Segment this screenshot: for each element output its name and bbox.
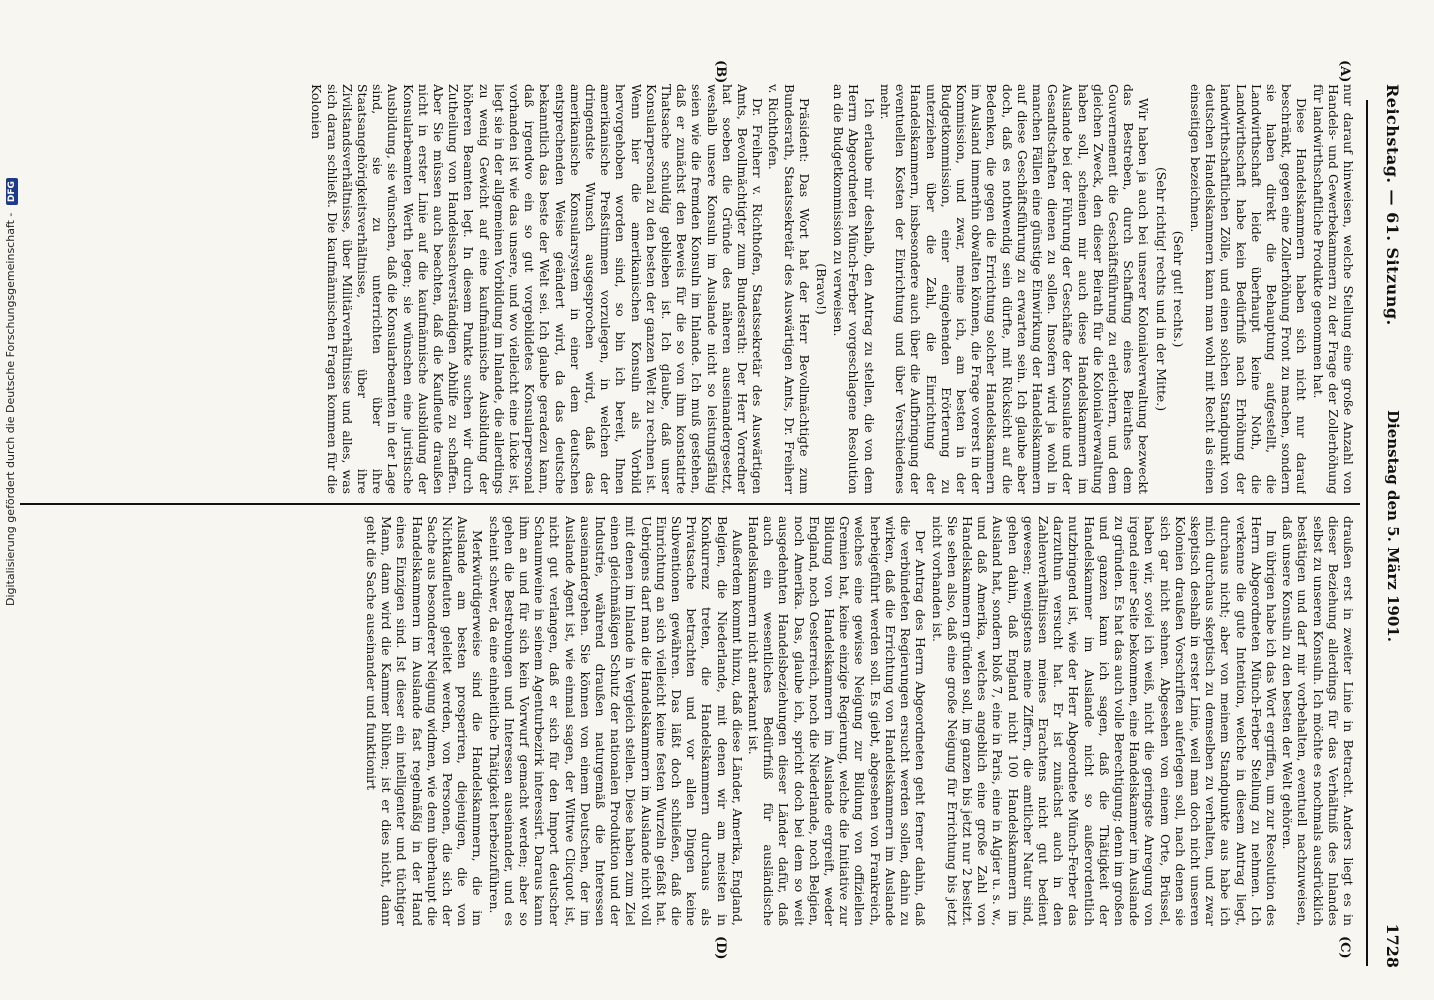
header-date: Dienstag den 5. März 1901. [1384,410,1402,642]
paragraph: nur darauf hinweisen, welche Stellung eine große Anzahl von Handels- und Gewerbekammern zu der Frage der Zollerhöhung für landwirthschaftliche Produkte genommen hat. [1310,84,1356,494]
page-number: 1728 [1383,923,1402,968]
interjection: (Sehr richtig! rechts und in der Mitte.) [1153,166,1169,412]
interjection: (Bravo!) [814,263,830,315]
right-column [26,516,1356,926]
speaker-paragraph: Dr. Freiherr v. Richthofen, Staatssekretär des Auswärtigen Amts, Bevollmächtigter zum Bundesrath: Der Herr Vorredner hat soeben die Gründe des näheren auseinandergesetzt, weshalb unsere Konsuln im Auslande nicht so leistungsfähig seien wie die fremden Konsuln im Inlande. Ich muß gestehen, daß er zunächst den Beweis für die so von ihm konstatirte Thatsache schuldig geblieben ist. Ich glaube, daß unser Konsularpersonal zu den besten der ganzen Welt zu rechnen ist. Wenn hier die amerikanischen Konsuln als Vorbild hervorgehoben worden sind, so bin ich bereit, Ihnen amerikanische Preßstimmen vorzulegen, in welchen der dringendste Wunsch ausgesprochen wird, daß das amerikanische Konsularsystem in einer dem deutschen entsprechenden Weise geändert wird, da das deutsche bekanntlich das beste der Welt sei. Ich glaube geradezu kann, daß irgendwo ein so gut vorgebildetes Konsularpersonal vorhanden ist wie das unsere, und wo vielleicht eine Lücke ist, liegt sie in der allgemeinen Vorbildung im Inlande, die allerdings zu wenig Gewicht auf eine kaufmännische Ausbildung der höheren Beamten legt. In diesem Punkte suchen wir durch Zutheilung von Handelssachverständigen Abhilfe zu schaffen. Aber Sie müssen auch beachten, daß die Kaufleute draußen nicht in erster Linie auf die kaufmännische Ausbildung der Konsularbeamten Werth legen; sie wünschen eine juristische Ausbildung, sie wünschen, daß die Konsularbeamten in der Lage sind, sie zu unterrichten über ihre Staatsangehörigkeitsverhältnisse, über ihre Zivilstandsverhältnisse, über Militärverhältnisse und alles, was sich daran schließt. Die kaufmännischen Fragen kommen für die Kolonien [309,84,766,494]
margin-mark-b: (B) [713,60,728,84]
paragraph: Wir haben ja auch bei unserer Kolonialverwaltung bezweckt das Bestreben, durch Schaffung eines Beirathes dem Gouvernement die Geschäftsführung zu erleichtern, und dem gleichen Zweck, den dieser Beirath für die Kolonialverwaltung haben soll, scheinen mir auch diese Handelskammern im Auslande bei der Führung der Geschäfte der Konsulate und der Gesandtschaften dienen zu sollen. Insofern wird ja wohl in manchen Fällen eine günstige Einwirkung der Handelskammern auf diese Geschäftsführung zu erwarten sein. Ich glaube aber doch, daß es nothwendig sein dürfte, mit Rücksicht auf die Bedenken, die gegen die Errichtung solcher Handelskammern im Ausland immerhin obwalten können, die Frage vorerst in der Kommission, und zwar, meine ich, am besten in der Budgetkommission, einer eingehenden Erörterung zu unterziehen über die Zahl, die Einrichtung der Handelskammern, insbesondere auch über die Aufbringung der eventuellen Kosten der Einrichtung und über Verschiedenes mehr. [877,84,1152,494]
header-publication: Reichstag. — 61. Sitzung. [1383,84,1402,326]
page-header [1374,84,1408,968]
paragraph: Ich erlaube mir deshalb, den Antrag zu stellen, die von dem Herrn Abgeordneten Münch-Ferber vorgeschlagene Resolution an die Budgetkommission zu verweisen. [831,84,877,494]
paragraph: Außerdem kommt hinzu, daß diese Länder, Amerika, England, Belgien, die Niederlande, mit denen wir am meisten in Konkurrenz treten, die Handelskammern durchaus als Privatsache betrachten und vor allen Dingen keine Subventionen gewähren. Das läßt doch schließen, daß die Einrichtung an sich vielleicht keine festen Wurzeln gefaßt hat. Uebrigens darf man die Handelskammern im Auslande nicht voll mit denen im Inlande in Vergleich stellen. Diese haben zum Ziel einen gleichmäßigen Schutz der nationalen Produktion und der Industrie, während draußen naturgemäß die Interessen auseinandergehen. Sie können von einem Deutschen, der im Auslande Agent ist, wie einmal sagen, der Wittwe Clicquot ist, nicht gut verlangen, daß er sich für den Import deutscher Schaumweine in seinem Agenturbezirk interessirt. Daraus kann ihm an und für sich kein Vorwurf gemacht werden; aber so gehen die Bestrebungen und Interessen auseinander, und es scheint schwer, da eine einheitliche Thätigkeit herbeizuführen. [486,516,745,926]
paragraph: draußen erst in zweiter Linie in Betracht. Anders liegt es in dieser Beziehung allerdings für das Verhältniß des Inlandes selbst zu unseren Konsuln. Ich möchte es nochmals ausdrücklich bestätigen und darf mir vorbehalten, eventuell nachzuweisen, daß unsere Konsuln zu den besten der Welt gehören. [1280,516,1356,926]
digitization-credit [4,178,18,606]
column-divider [20,503,1360,505]
paragraph: Der Antrag des Herrn Abgeordneten geht ferner dahin, daß die verbündeten Regierungen ersucht werden sollen, dahin zu wirken, daß die Errichtung von Handelskammern im Auslande herbeigeführt werden soll. Es giebt, abgesehen von Frankreich, welches eine gewisse Neigung zur Bildung von offiziellen Gremien hat, keine einzige Regierung, welche die Initiative zur Bildung von Handelskammern im Auslande ergreift, weder England, noch Oesterreich, noch die Niederlande, noch Belgien, noch Amerika. Das, glaube ich, spricht doch bei dem so weit ausgedehnten Handelsbeziehungen dieser Länder dafür, daß auch ein wesentliches Bedürfniß für ausländische Handelskammern nicht anerkannt ist. [746,516,929,926]
speaker-paragraph: Präsident: Das Wort hat der Herr Bevollmächtigte zum Bundesrath, Staatssekretär des Auswärtigen Amts, Dr. Freiherr v. Richthofen. [766,84,812,494]
margin-mark-a: (A) [1337,60,1352,83]
credit-text: Digitalisierung gefördert durch die Deutsche Forschungsgemeinschaft - [4,212,17,606]
margin-mark-c: (C) [1337,936,1352,959]
paragraph: Im übrigen habe ich das Wort ergriffen, um zur Resolution des Herrn Abgeordneten Münch-Ferber Stellung zu nehmen. Ich verkenne die gute Intention, welche in diesem Antrag liegt, durchaus nicht; aber von meinem Standpunkte aus habe ich mich durchaus skeptisch zu demselben zu verhalten, und zwar skeptisch deshalb in erster Linie, weil man doch nicht unseren Kolonien draußen Vorschriften auferlegen soll, nach denen sie sich gar nicht sehnen. Abgesehen von einem Orte, Brüssel, haben wir, soviel ich weiß, nicht die geringste Anregung von irgend einer Seite bekommen, eine Handelskammer im Auslande zu gründen. Es hat das auch volle Berechtigung; denn im großen und ganzen kann ich sagen, daß die Thätigkeit der Handelskammer im Auslande nicht so außerordentlich nutzbringend ist, wie der Herr Abgeordnete Münch-Ferber das darzuthun versucht hat. Er ist zunächst auch in den Zahlenverhältnissen meines Erachtens nicht gut bedient gewesen; wenigstens meine Ziffern, die amtlicher Natur sind, gehen dahin, daß England nicht 100 Handelskammern im Ausland hat, sondern bloß 7, eine in Paris, eine in Algier u. s. w., und daß Amerika, welches angeblich eine große Zahl von Handelskammern gründen soll, im ganzen bis jetzt nur 2 besitzt. Sie sehen also, daß eine große Neigung für Errichtung bis jetzt nicht vorhanden ist. [929,516,1279,926]
dfg-logo-icon: DFG [6,178,18,205]
header-rule [1366,100,1368,966]
paragraph: Diese Handelskammern haben sich nicht nur darauf beschränkt, gegen eine Zollerhöhung Front zu machen, sondern sie haben direkt die Behauptung aufgestellt, die Landwirthschaft leide überhaupt keine Noth, die Landwirthschaft habe kein Bedürfniß nach Erhöhung der landwirthschaftlichen Zölle, und einen solchen Standpunkt von deutschen Handelskammern kann man wohl mit Recht als einen einseitigen bezeichnen. [1187,84,1310,494]
margin-mark-d: (D) [713,936,728,960]
paragraph: Merkwürdigerweise sind die Handelskammern, die im Auslande am besten prosperiren, diejenigen, die von Nichtkaufleuten geleitet werden, von Personen, die sich der Sache aus besonderer Neigung widmen, wie denn überhaupt die Handelskammern im Auslande fast regelmäßig in der Hand eines Einzigen sind. Ist dieser ein intelligenter und tüchtiger Mann, dann wird die Kammer blühen; ist er dies nicht, dann geht die Sache auseinander und funktionirt [364,516,486,926]
interjection: (Sehr gut! rechts.) [1170,230,1186,348]
left-column [26,84,1356,494]
